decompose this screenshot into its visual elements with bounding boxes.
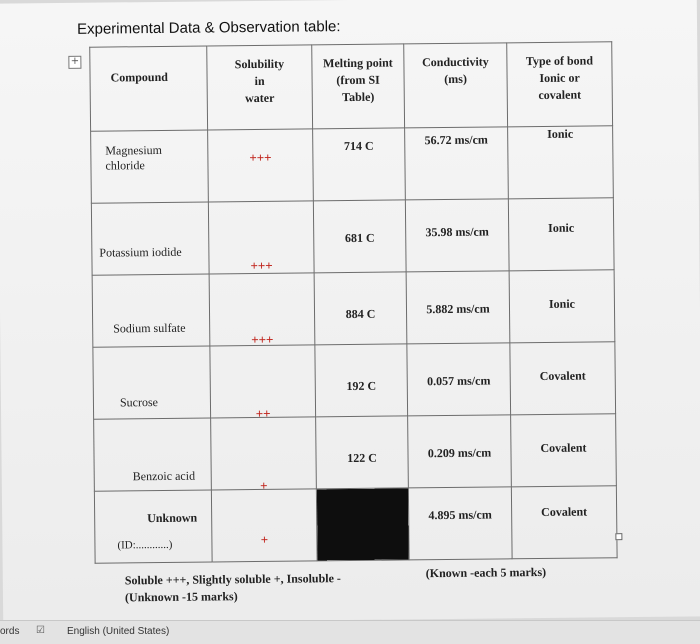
proofing-icon[interactable]: ☑ [36, 625, 45, 636]
language-indicator[interactable]: English (United States) [67, 626, 170, 637]
cell-conductivity[interactable]: 56.72 ms/cm [405, 127, 509, 200]
table-header-row [90, 42, 613, 131]
observation-table [89, 41, 617, 563]
table-row [93, 342, 616, 419]
unknown-id-field[interactable]: (ID:............) [117, 538, 173, 552]
header-conductivity: Conductivity (ms) [404, 43, 508, 128]
cell-compound[interactable]: Potassium iodide [91, 202, 209, 275]
header-melting-point: Melting point (from SI Table) [312, 44, 405, 129]
cell-bond-type[interactable]: Ionic [509, 270, 615, 343]
cell-melting-point[interactable]: 681 C [313, 200, 406, 273]
cell-compound[interactable]: Benzoic acid [94, 418, 212, 491]
cell-melting-point[interactable]: 192 C [315, 344, 408, 417]
cell-solubility[interactable]: +++ [208, 129, 314, 202]
table-row [91, 126, 614, 203]
header-solubility: Solubility in water [207, 45, 313, 130]
cell-bond-type[interactable]: Ionic [508, 126, 614, 199]
table-move-handle-icon[interactable]: + [68, 56, 81, 69]
legend-note: Soluble +++, Slightly soluble +, Insoluble - (Unknown -15 marks) [124, 571, 341, 605]
cell-melting-point[interactable]: 714 C [313, 128, 406, 201]
cell-solubility[interactable]: +++ [208, 201, 314, 274]
table-row [94, 414, 617, 491]
cell-melting-point[interactable]: 122 C [316, 416, 409, 489]
cell-bond-type[interactable]: Ionic [508, 198, 614, 271]
cell-compound[interactable]: Unknown (ID:............) [94, 490, 212, 563]
cell-compound[interactable]: Sucrose [93, 346, 211, 419]
table-row [92, 270, 615, 347]
cell-conductivity[interactable]: 5.882 ms/cm [406, 271, 510, 344]
table-row [91, 198, 614, 275]
cell-compound[interactable]: Magnesium chloride [91, 130, 209, 203]
cell-bond-type[interactable]: Covalent [511, 486, 617, 559]
marks-note: (Known -each 5 marks) [425, 564, 547, 581]
header-compound: Compound [90, 46, 208, 131]
table-resize-handle[interactable] [615, 533, 622, 540]
cell-conductivity[interactable]: 35.98 ms/cm [405, 199, 509, 272]
cell-solubility[interactable]: +++ [209, 273, 315, 346]
cell-melting-point[interactable]: 884 C [314, 272, 407, 345]
header-bond-type: Type of bond Ionic or covalent [507, 42, 613, 127]
table-row [94, 486, 617, 563]
cell-bond-type[interactable]: Covalent [511, 414, 617, 487]
cell-bond-type[interactable]: Covalent [510, 342, 616, 415]
document-title: Experimental Data & Observation table: [76, 18, 341, 38]
cell-conductivity[interactable]: 0.209 ms/cm [408, 415, 512, 488]
cell-conductivity[interactable]: 4.895 ms/cm [408, 487, 512, 560]
redacted-melting-point [316, 488, 409, 561]
status-bar [0, 620, 700, 644]
cell-solubility[interactable]: + [211, 417, 317, 490]
word-count[interactable]: ords [0, 626, 20, 637]
cell-compound[interactable]: Sodium sulfate [92, 274, 210, 347]
cell-solubility[interactable]: + [211, 489, 317, 562]
cell-conductivity[interactable]: 0.057 ms/cm [407, 343, 511, 416]
cell-solubility[interactable]: ++ [210, 345, 316, 418]
